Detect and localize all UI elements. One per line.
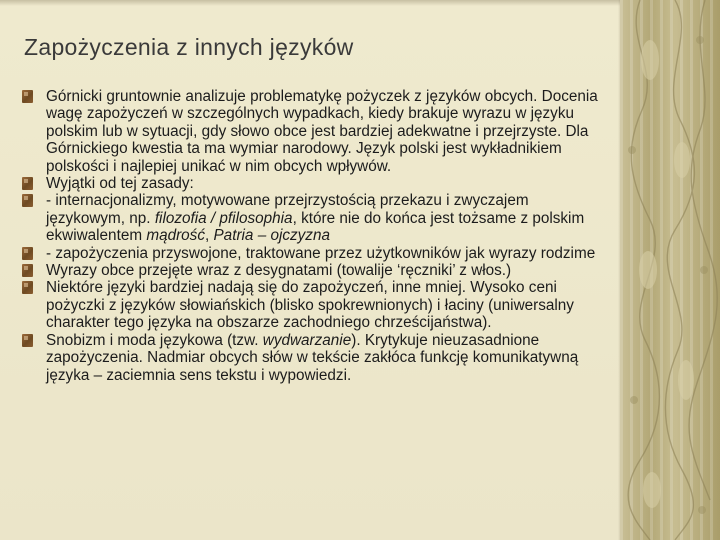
list-item-text: [46, 332, 578, 384]
bullet-icon: [22, 177, 33, 190]
list-item-text: [46, 88, 598, 175]
text-segment: Górnicki gruntownie analizuje problematykę pożyczek z języków obcych. Docenia wagę zapożyczeń w szczególnych wypadkach, kiedy brakuje wyrazu w języku polskim lub w sytuacji, gdy słowo obce jest bardziej adekwatne i przejrzyste. Dla Górnickiego kwestia ta ma wymiar narodowy. Język polski jest wykładnikiem polskości i najlepiej unikać w nim obcych wpływów.: [46, 88, 598, 175]
list-item: [22, 88, 600, 175]
text-segment: Wyjątki od tej zasady:: [46, 175, 194, 193]
bullet-icon: [22, 194, 33, 207]
text-segment: , które nie do końca jest tożsame z polskim ekwiwalentem: [46, 209, 585, 245]
bullet-list: [22, 88, 600, 384]
list-item-text: [46, 245, 595, 262]
text-segment: ,: [204, 227, 214, 245]
text-segment: Niektóre języki bardziej nadają się do zapożyczeń, inne mniej. Wysoko ceni pożyczki z języków słowiańskich (blisko spokrewnionych) i łaciny (uniwersalny charakter tego języka na obszarze zachodniego chrześcijaństwa).: [46, 279, 574, 332]
bullet-icon: [22, 334, 33, 347]
text-segment: - zapożyczenia przyswojone, traktowane przez użytkowników jak wyrazy rodzime: [46, 244, 596, 262]
list-item: [22, 192, 600, 244]
list-item-text: [46, 192, 584, 244]
bullet-icon: [22, 90, 33, 103]
italic-term: Patria – ojczyzna: [213, 227, 330, 245]
bullet-icon: [22, 281, 33, 294]
list-item-text: [46, 175, 194, 192]
bullet-icon: [22, 264, 33, 277]
text-segment: Wyrazy obce przejęte wraz z desygnatami (towalije ‘ręczniki’ z włos.): [46, 262, 512, 280]
text-segment: ). Krytykuje nieuzasadnione zapożyczenia. Nadmiar obcych słów w tekście zakłóca funkcję komunikatywną języka – zaciemnia sens tekstu i wypowiedzi.: [46, 331, 579, 384]
top-shadow: [0, 0, 620, 6]
decorative-side-band: [620, 0, 720, 540]
text-segment: - internacjonalizmy, motywowane przejrzystością przekazu i zwyczajem językowym, np.: [46, 192, 529, 227]
list-item: [22, 245, 600, 262]
italic-term: wydwarzanie: [262, 331, 352, 349]
list-item: [22, 332, 600, 384]
list-item: [22, 175, 600, 192]
list-item-text: [46, 279, 574, 331]
ornament-pattern-icon: [620, 0, 720, 540]
italic-term: mądrość: [146, 227, 205, 245]
bullet-icon: [22, 247, 33, 260]
text-segment: Snobizm i moda językowa (tzw.: [46, 331, 263, 349]
italic-term: filozofia / pfilosophia: [154, 209, 293, 227]
list-item: [22, 279, 600, 331]
slide-title: Zapożyczenia z innych języków: [24, 34, 354, 60]
list-item: [22, 262, 600, 279]
list-item-text: [46, 262, 511, 279]
